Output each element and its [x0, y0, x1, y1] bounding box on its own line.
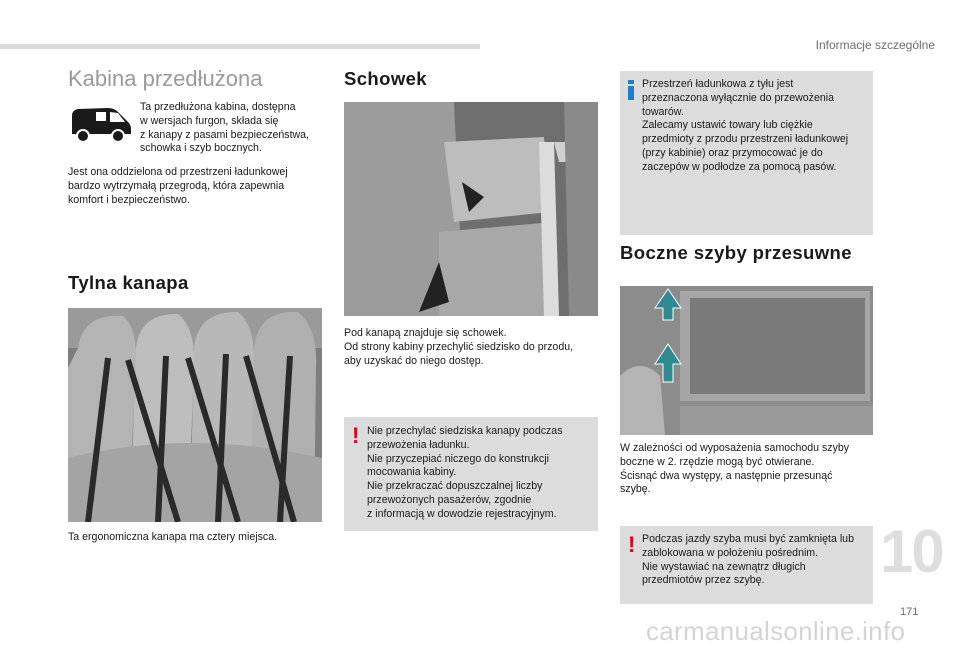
header-bar	[0, 44, 480, 49]
page-number: 171	[900, 606, 919, 618]
bench-photo	[68, 308, 322, 522]
windows-warning-text: Podczas jazdy szyba musi być zamknięta lub zablokowana w położeniu pośrednim. Nie wystawiać na zewnątrz długich przedmiotów przez szybę.	[642, 533, 854, 587]
windows-caption: W zależności od wyposażenia samochodu szyby boczne w 2. rzędzie mogą być otwierane. Ścisnąć dwa występy, a następnie przesunąć szybę.	[620, 442, 850, 496]
bench-caption: Ta ergonomiczna kanapa ma cztery miejsca.	[68, 531, 278, 543]
storage-caption: Pod kanapą znajduje się schowek. Od strony kabiny przechylić siedzisko do przodu, aby uzyskać do niego dostęp.	[344, 327, 574, 367]
sliding-window-photo	[620, 286, 873, 435]
intro-text: Ta przedłużona kabina, dostępna w wersjach furgon, składa się z kanapy z pasami bezpieczeństwa, schowka i szyb bocznych.	[140, 101, 309, 155]
windows-heading: Boczne szyby przesuwne	[620, 242, 852, 263]
watermark: carmanualsonline.info	[646, 616, 906, 646]
warning-icon: !	[628, 532, 636, 557]
cabin-description: Jest ona oddzielona od przestrzeni ładunkowej bardzo wytrzymałą przegrodą, która zapewnia komfort i bezpieczeństwo.	[68, 166, 288, 206]
chapter-title: Informacje szczególne	[815, 38, 935, 52]
page-title: Kabina przedłużona	[68, 66, 263, 91]
cargo-info-box	[620, 71, 873, 235]
info-icon	[627, 80, 635, 105]
warning-icon: !	[352, 423, 360, 448]
chapter-number: 10	[880, 518, 943, 585]
cargo-info-text: Przestrzeń ładunkowa z tyłu jest przeznaczona wyłącznie do przewożenia towarów. Zalecamy ustawić towary lub ciężkie przedmioty z przodu przestrzeni ładunkowej (przy kabinie) oraz przymocować je do zaczepów w podłodze za pomocą pasów.	[642, 78, 849, 173]
windows-warning-box	[620, 526, 873, 604]
bench-heading: Tylna kanapa	[68, 272, 189, 293]
storage-photo	[344, 102, 598, 316]
storage-heading: Schowek	[344, 68, 427, 89]
storage-warning-text: Nie przechylać siedziska kanapy podczas przewożenia ładunku. Nie przyczepiać niczego do konstrukcji mocowania kabiny. Nie przekraczać dopuszczalnej liczby przewożonych pasażerów, zgodnie z informacją w dowodzie rejestracyjnym.	[367, 425, 563, 520]
van-icon	[68, 100, 134, 144]
storage-warning-box	[344, 417, 598, 531]
